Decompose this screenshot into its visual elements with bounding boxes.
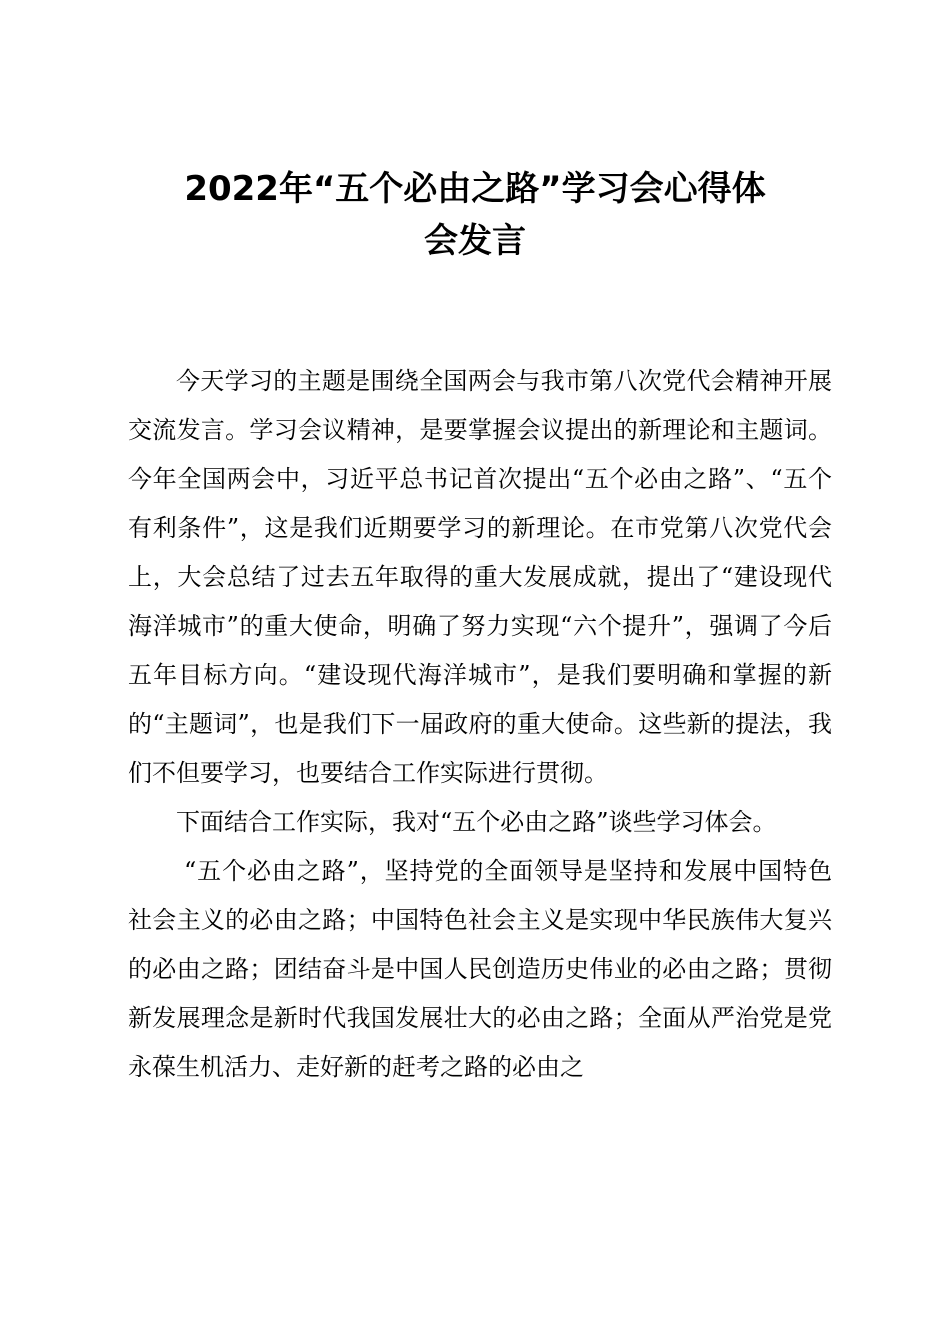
paragraph-intro: 今天学习的主题是围绕全国两会与我市第八次党代会精神开展交流发言。学习会议精神，是要掌握会议提出的新理论和主题词。今年全国两会中，习近平总书记首次提出“五个必由之路”、“五个有利条件”，这是我们近期要学习的新理论。在市党第八次党代会上，大会总结了过去五年取得的重大发展成就，提出了“建设现代海洋城市”的重大使命，明确了努力实现“六个提升”，强调了今后五年目标方向。“建设现代海洋城市”，是我们要明确和掌握的新的“主题词”，也是我们下一届政府的重大使命。这些新的提法，我们不但要学习，也要结合工作实际进行贯彻。 xyxy=(128,367,832,787)
paragraph-transition: 下面结合工作实际，我对“五个必由之路”谈些学习体会。 xyxy=(176,808,777,836)
document-body xyxy=(128,357,832,1092)
document-title xyxy=(100,163,850,267)
paragraph-five-paths: “五个必由之路”，坚持党的全面领导是坚持和发展中国特色社会主义的必由之路；中国特色社会主义是实现中华民族伟大复兴的必由之路；团结奋斗是中国人民创造历史伟业的必由之路；贯彻新发展理念是新时代我国发展壮大的必由之路；全面从严治党是党永葆生机活力、走好新的赶考之路的必由之 xyxy=(128,857,832,1081)
title-line-2: 会发言 xyxy=(424,221,526,261)
title-line-1: 2022年“五个必由之路”学习会心得体 xyxy=(184,169,766,209)
